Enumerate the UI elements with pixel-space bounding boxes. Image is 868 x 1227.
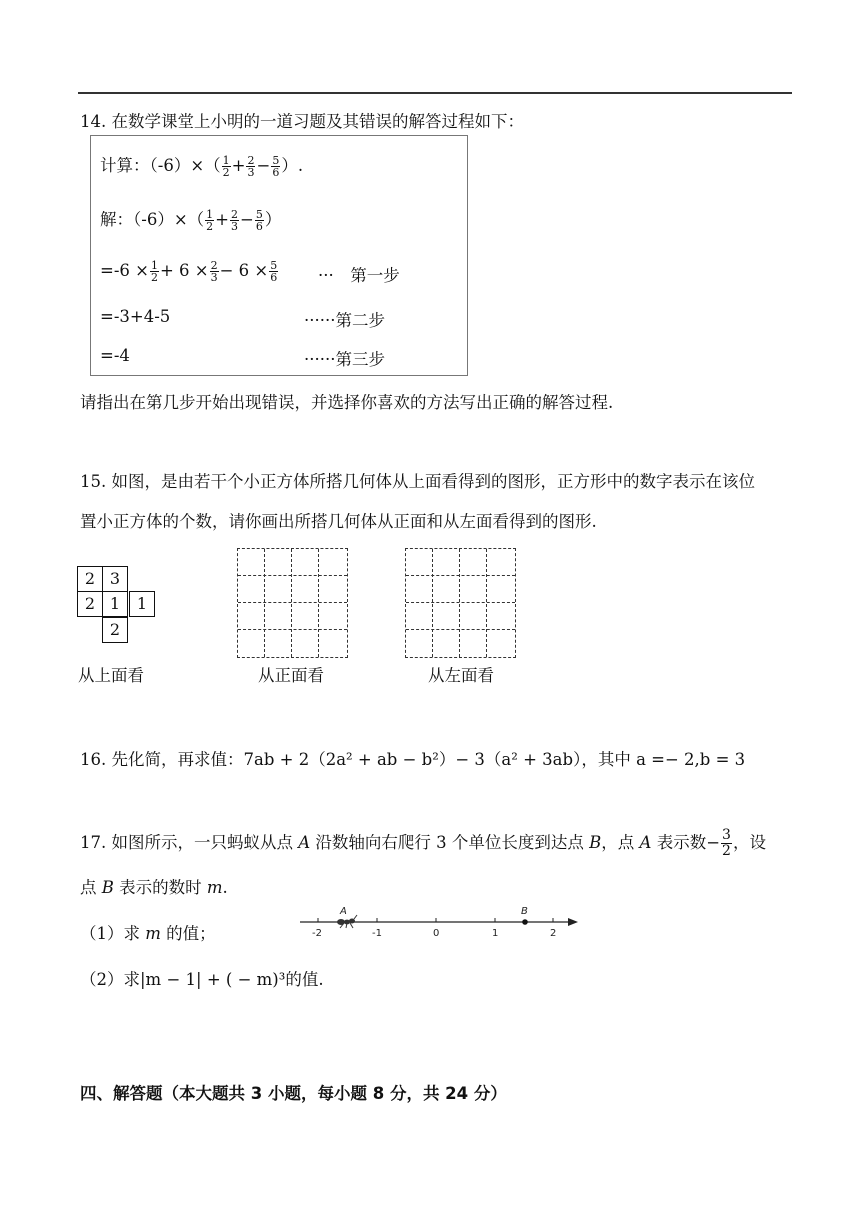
q14-calc-suffix: ）.	[281, 156, 304, 175]
fraction-5-6: $\frac{5}{6}$	[270, 259, 278, 284]
q17-text-part: 17. 如图所示，一只蚂蚁从点	[80, 833, 299, 852]
q14-sol-prefix: 解：（-6）×（	[100, 210, 205, 229]
q14-calc-line: 计算：（-6）×（ $\frac{1}{2}$ + $\frac{2}{3}$ − $\frac{5}{6}$ ）.	[100, 154, 304, 179]
point-A-ref: A	[298, 833, 311, 852]
top-view-cell: 3	[102, 566, 128, 592]
q17-text-part: 表示数−	[651, 833, 721, 852]
q17-sub1	[80, 920, 216, 944]
fraction-2-3: $\frac{2}{3}$	[210, 259, 218, 284]
point-B-ref: B	[589, 833, 602, 852]
point-A-label: A	[340, 906, 347, 917]
q14-step1-label: ··· 第一步	[318, 266, 400, 285]
q14-sol-suffix: ）	[264, 210, 282, 229]
front-view-grid	[237, 548, 348, 658]
top-view-cell: 2	[77, 591, 103, 617]
label-front-view: 从正面看	[258, 666, 324, 685]
axis-arrow	[568, 918, 578, 926]
point-B-label: B	[521, 906, 528, 917]
q14-step1-line	[100, 260, 279, 283]
q17-text-part: 的值；	[160, 924, 216, 943]
q17-text-part: ，设	[732, 833, 766, 852]
point-A-ref: A	[639, 833, 652, 852]
q17-text-part: 沿数轴向右爬行 3 个单位长度到达点	[310, 833, 590, 852]
fraction-1-2: $\frac{1}{2}$	[206, 208, 214, 233]
top-rule	[78, 92, 792, 94]
q14-step2-label: ······第二步	[304, 311, 385, 330]
tick-label: 0	[433, 928, 440, 939]
q17-text-line1	[80, 828, 766, 859]
q14-step3-expr: =-4	[100, 346, 130, 365]
section4-title: 四、解答题（本大题共 3 小题，每小题 8 分，共 24 分）	[80, 1084, 507, 1103]
q14-step1-part: + 6 ×	[159, 261, 209, 280]
top-view-cell: 2	[102, 617, 128, 643]
fraction-1-2: $\frac{1}{2}$	[222, 154, 230, 179]
q14-step1-part: =-6 ×	[100, 261, 149, 280]
point-B-dot	[522, 919, 528, 925]
q14-solution-line: 解：（-6）×（ $\frac{1}{2}$ + $\frac{2}{3}$ − $\frac{5}{6}$ ）	[100, 208, 282, 233]
top-view-cell: 2	[77, 566, 103, 592]
q15-text-line1: 15. 如图，是由若干个小正方体所搭几何体从上面看得到的图形，正方形中的数字表示在该位	[80, 472, 755, 491]
q17-text-part: 表示的数时	[113, 878, 207, 897]
fraction-5-6: $\frac{5}{6}$	[272, 154, 280, 179]
label-left-view: 从左面看	[428, 666, 494, 685]
q17-sub2: （2）求|m − 1| + ( − m)³的值.	[80, 970, 324, 989]
point-B-ref: B	[101, 878, 114, 897]
q14-intro: 14. 在数学课堂上小明的一道习题及其错误的解答过程如下：	[80, 112, 524, 131]
q17-text-part: 点	[80, 878, 102, 897]
q14-question: 请指出在第几步开始出现错误，并选择你喜欢的方法写出正确的解答过程.	[80, 393, 614, 412]
top-view-cell: 1	[129, 591, 155, 617]
q14-step3-label: ······第三步	[304, 350, 385, 369]
label-top-view: 从上面看	[78, 666, 144, 685]
top-view-cell: 1	[102, 591, 128, 617]
fraction-2-3: $\frac{2}{3}$	[230, 208, 238, 233]
q17-text-part: （1）求	[80, 924, 146, 943]
fraction-1-2: $\frac{1}{2}$	[150, 259, 158, 284]
tick-label: -1	[372, 928, 382, 939]
fraction-3-2: $\frac{3}{2}$	[722, 827, 731, 859]
q14-calc-prefix: 计算：（-6）×（	[100, 156, 221, 175]
fraction-2-3: $\frac{2}{3}$	[247, 154, 255, 179]
q17-text-part: ，点	[601, 833, 640, 852]
number-line	[296, 900, 586, 942]
tick-label: 2	[550, 928, 557, 939]
q14-step1-part: − 6 ×	[219, 261, 269, 280]
left-view-grid	[405, 548, 516, 658]
variable-m: m	[206, 878, 223, 897]
fraction-5-6: $\frac{5}{6}$	[255, 208, 263, 233]
q14-step2-expr: =-3+4-5	[100, 307, 171, 326]
variable-m: m	[145, 924, 161, 943]
q17-text-part: .	[222, 878, 228, 897]
tick-label: 1	[492, 928, 499, 939]
tick-label: -2	[312, 928, 322, 939]
q16-text: 16. 先化简，再求值：7ab + 2（2a² + ab − b²）− 3（a² + 3ab），其中 a =− 2,b = 3	[80, 750, 746, 769]
q15-text-line2: 置小正方体的个数，请你画出所搭几何体从正面和从左面看得到的图形.	[80, 512, 597, 531]
q17-text-line2	[80, 874, 228, 898]
